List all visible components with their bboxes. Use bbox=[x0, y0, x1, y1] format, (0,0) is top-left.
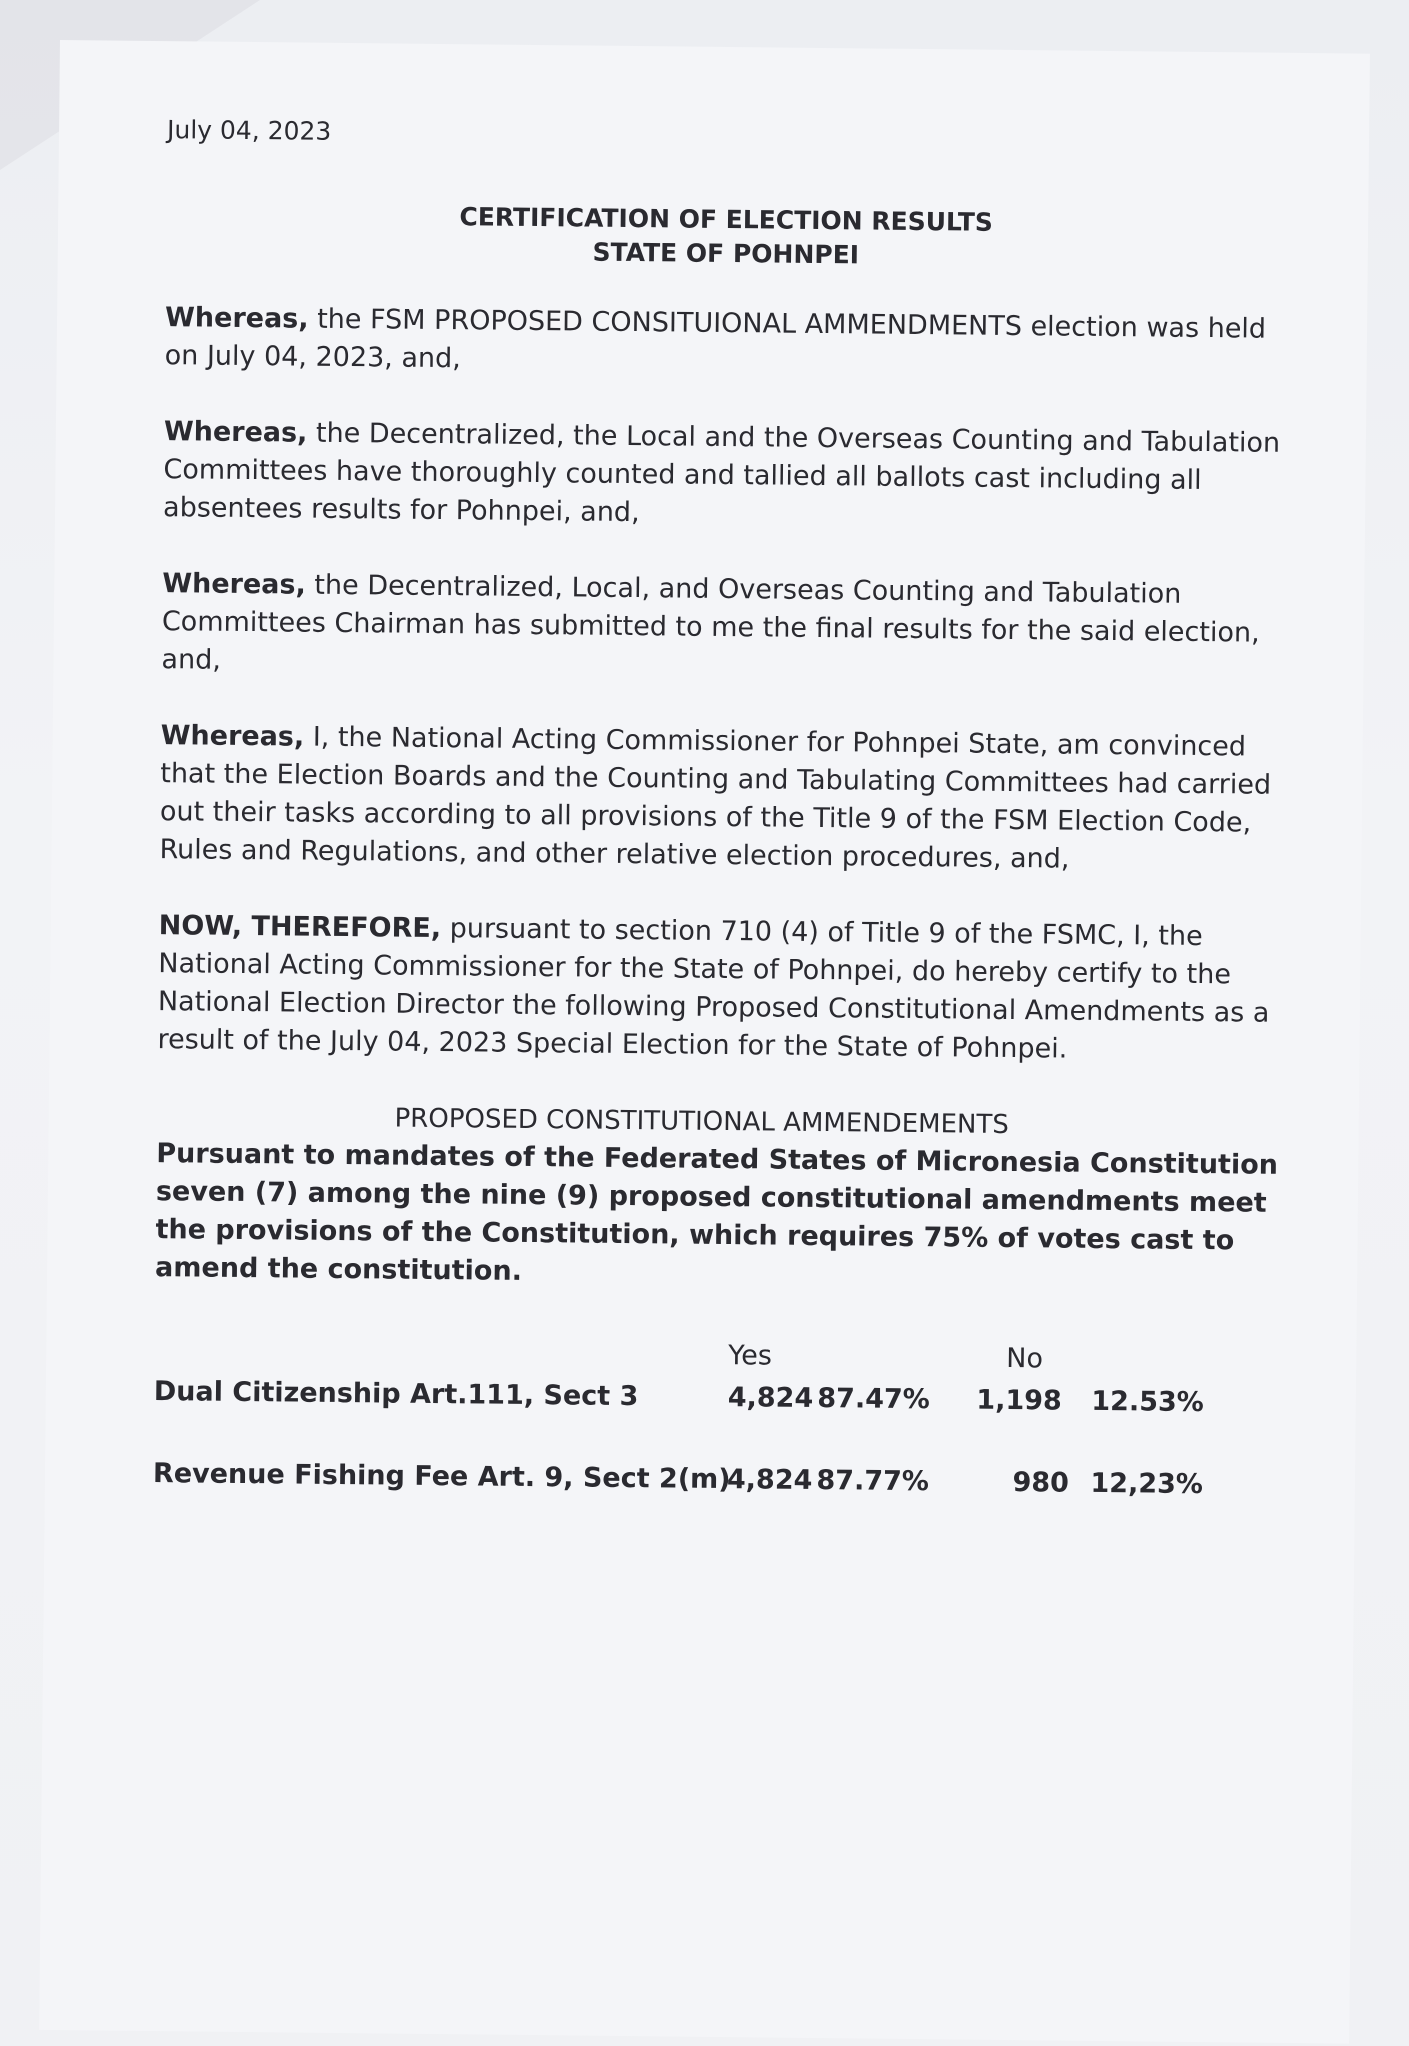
whereas-paragraph-2 bbox=[163, 413, 1304, 539]
paragraph-text: pursuant to section 710 (4) of Title 9 of the FSMC, I, the National Acting Commissioner for the State of Pohnpei, do hereby certify to the National Election Director the following Proposed Constitutional Amendments as a result of the July 04, 2023 Special Election for the State of Pohnpei. bbox=[157, 913, 1270, 1065]
therefore-paragraph bbox=[157, 907, 1299, 1071]
yes-votes: 4,824 bbox=[726, 1464, 813, 1496]
paragraph-lead: Whereas, bbox=[163, 416, 308, 449]
whereas-paragraph-4 bbox=[159, 717, 1301, 881]
yes-votes: 4,824 bbox=[727, 1382, 814, 1414]
yes-column-header: Yes bbox=[728, 1340, 773, 1372]
paragraph-lead: Whereas, bbox=[160, 720, 305, 753]
paragraph-lead: NOW, THEREFORE, bbox=[158, 910, 442, 945]
results-table bbox=[152, 1331, 1294, 1533]
table-row bbox=[153, 1455, 1293, 1507]
no-percent: 12.53% bbox=[1091, 1385, 1204, 1419]
table-row bbox=[154, 1373, 1294, 1425]
paragraph-text: the FSM PROPOSED CONSITUIONAL AMMENDMENTS election was held on July 04, 2023, and, bbox=[164, 303, 1267, 375]
document-title bbox=[166, 197, 1307, 277]
amendments-heading: PROPOSED CONSTITUTIONAL AMMENDEMENTS bbox=[394, 1103, 1009, 1140]
paragraph-text: the Decentralized, Local, and Overseas Counting and Tabulation Committees Chairman has submitted to me the final results for the said election, and, bbox=[161, 569, 1260, 676]
whereas-paragraph-1 bbox=[164, 299, 1305, 387]
no-votes: 980 bbox=[1012, 1467, 1070, 1499]
document-body bbox=[152, 111, 1307, 1533]
paragraph-text: the Decentralized, the Local and the Overseas Counting and Tabulation Committees have thoroughly counted and tallied all ballots cast including all absentees results for Pohnpei, and, bbox=[162, 417, 1281, 529]
no-column-header: No bbox=[1006, 1342, 1044, 1375]
whereas-paragraph-3 bbox=[161, 565, 1302, 691]
document-date: July 04, 2023 bbox=[166, 115, 332, 146]
title-line-1: CERTIFICATION OF ELECTION RESULTS bbox=[459, 202, 994, 237]
yes-percent: 87.77% bbox=[816, 1465, 930, 1498]
yes-percent: 87.47% bbox=[817, 1383, 930, 1416]
amendment-name: Revenue Fishing Fee Art. 9, Sect 2(m) bbox=[152, 1458, 731, 1496]
title-line-2: STATE OF POHNPEI bbox=[592, 237, 860, 270]
paper-sheet bbox=[39, 40, 1370, 2044]
no-votes: 1,198 bbox=[976, 1384, 1062, 1417]
paragraph-lead: Whereas, bbox=[162, 568, 306, 601]
amendment-name: Dual Citizenship Art.111, Sect 3 bbox=[153, 1376, 639, 1413]
paragraph-lead: Whereas, bbox=[164, 302, 309, 335]
amendments-mandate: Pursuant to mandates of the Federated States of Micronesia Constitution seven (7) among the nine (9) proposed constitutional amendments meet the provisions of the Constitution, which requires 75% of votes cast to amend the constitution. bbox=[154, 1138, 1279, 1287]
no-percent: 12,23% bbox=[1090, 1467, 1204, 1501]
paragraph-text: I, the National Acting Commissioner for Pohnpei State, am convinced that the Election Boards and the Counting and Tabulating Committees had carried out their tasks according to all provisions of the Title 9 of the FSM Election Code, Rules and Regulations, and other relative election procedures, and, bbox=[159, 721, 1272, 875]
